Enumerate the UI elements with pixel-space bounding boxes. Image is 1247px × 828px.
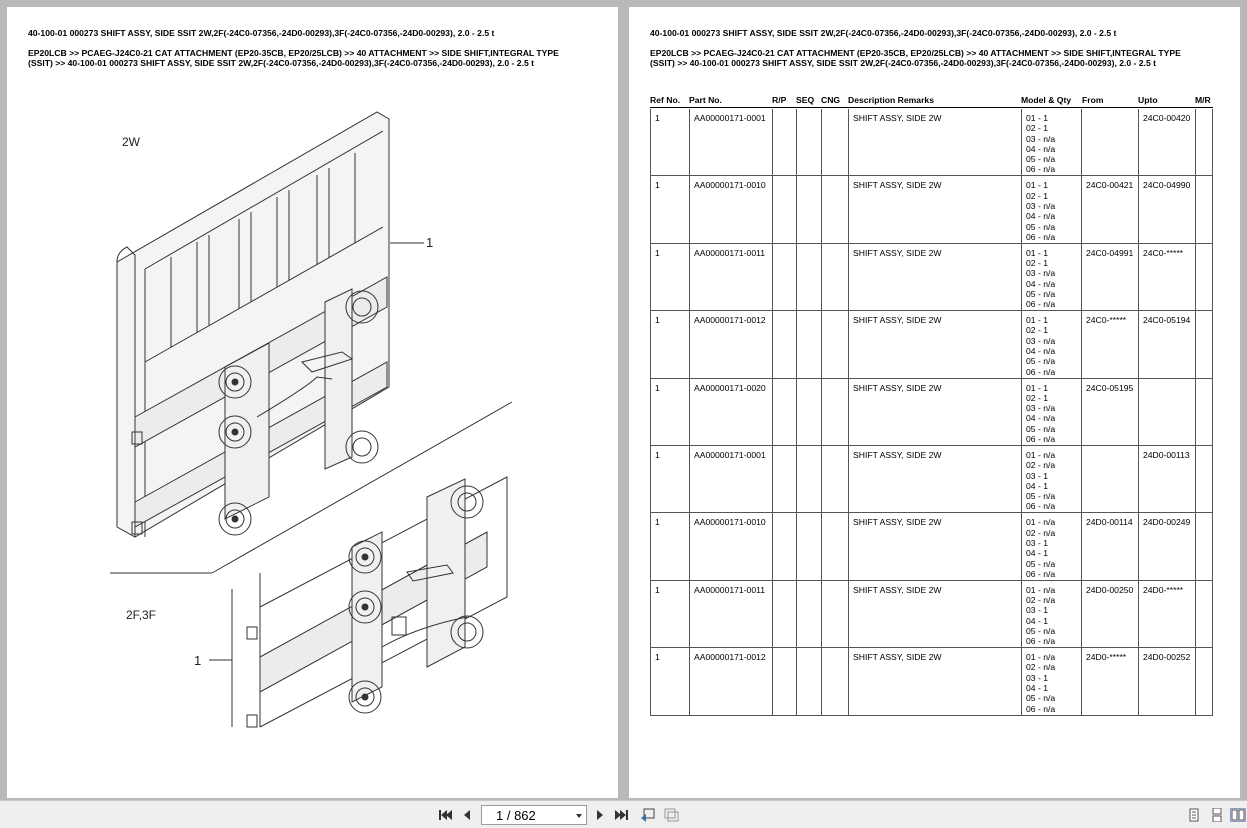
model-qty-line: 03 - 1 xyxy=(1026,605,1048,616)
last-page-icon[interactable] xyxy=(614,808,630,822)
cell-mr xyxy=(1196,513,1213,579)
cell-rp xyxy=(773,109,797,175)
cell-from: 24C0-00421 xyxy=(1082,176,1139,242)
model-qty-line: 05 - n/a xyxy=(1026,154,1056,165)
cell-upto: 24D0-***** xyxy=(1139,581,1196,647)
cell-from xyxy=(1082,446,1139,512)
cell-from: 24D0-00114 xyxy=(1082,513,1139,579)
cell-cng xyxy=(822,244,849,310)
model-qty-line: 04 - 1 xyxy=(1026,683,1048,694)
page-number-select[interactable] xyxy=(481,805,587,825)
cell-model-qty xyxy=(1022,379,1082,445)
cell-part-no: AA00000171-0020 xyxy=(690,379,773,445)
model-qty-line: 03 - 1 xyxy=(1026,470,1048,481)
cell-mr xyxy=(1196,311,1213,377)
col-from: From xyxy=(1082,95,1104,105)
left-page xyxy=(7,7,618,798)
col-description: Description Remarks xyxy=(848,95,934,105)
model-qty-line: 05 - n/a xyxy=(1026,221,1056,232)
cell-model-qty xyxy=(1022,446,1082,512)
cell-mr xyxy=(1196,379,1213,445)
model-qty-line: 06 - n/a xyxy=(1026,366,1056,377)
model-qty-line: 02 - n/a xyxy=(1026,527,1056,538)
col-mr: M/R xyxy=(1195,95,1211,105)
model-qty-line: 02 - n/a xyxy=(1026,662,1056,673)
cell-part-no: AA00000171-0001 xyxy=(690,109,773,175)
cell-ref-no: 1 xyxy=(651,648,690,714)
cell-mr xyxy=(1196,446,1213,512)
cell-upto: 24D0-00113 xyxy=(1139,446,1196,512)
cell-rp xyxy=(773,379,797,445)
cell-description: SHIFT ASSY, SIDE 2W xyxy=(849,446,1022,512)
breadcrumb-line-2: (SSIT) >> 40-100-01 000273 SHIFT ASSY, SIDE SSIT 2W,2F(-24C0-07356,-24D0-00293),3F(-24C0-07356,-24D0-00293), 2.0 - 2.5 t xyxy=(28,58,535,68)
cell-part-no: AA00000171-0011 xyxy=(690,244,773,310)
model-qty-line: 04 - 1 xyxy=(1026,548,1048,559)
cell-cng xyxy=(822,176,849,242)
breadcrumb-line-1: EP20LCB >> PCAEG-J24C0-21 CAT ATTACHMENT (EP20-35CB, EP20/25LCB) >> 40 ATTACHMENT >> SIDE SHIFT,INTEGRAL TYPE xyxy=(650,48,1181,58)
cell-ref-no: 1 xyxy=(651,176,690,242)
model-qty-line: 01 - 1 xyxy=(1026,315,1048,326)
table-row xyxy=(651,109,1212,176)
model-qty-line: 05 - n/a xyxy=(1026,491,1056,502)
cell-model-qty xyxy=(1022,311,1082,377)
page-indicator: 1 / 862 xyxy=(496,808,536,823)
cell-model-qty xyxy=(1022,244,1082,310)
model-qty-line: 05 - n/a xyxy=(1026,288,1056,299)
chevron-down-icon xyxy=(576,814,582,818)
next-page-icon[interactable] xyxy=(592,808,608,822)
cell-part-no: AA00000171-0010 xyxy=(690,176,773,242)
model-qty-line: 01 - n/a xyxy=(1026,584,1056,595)
cell-model-qty xyxy=(1022,176,1082,242)
col-part-no: Part No. xyxy=(689,95,722,105)
model-qty-line: 05 - n/a xyxy=(1026,558,1056,569)
model-qty-line: 02 - 1 xyxy=(1026,258,1048,269)
table-row xyxy=(651,581,1212,648)
cell-part-no: AA00000171-0001 xyxy=(690,446,773,512)
col-seq: SEQ xyxy=(796,95,815,105)
cell-seq xyxy=(797,176,822,242)
cell-upto: 24D0-00252 xyxy=(1139,648,1196,714)
model-qty-line: 02 - 1 xyxy=(1026,123,1048,134)
model-qty-line: 02 - n/a xyxy=(1026,460,1056,471)
model-qty-line: 03 - n/a xyxy=(1026,200,1056,211)
cell-upto xyxy=(1139,379,1196,445)
callout-ref-1-top: 1 xyxy=(426,235,434,250)
cell-model-qty xyxy=(1022,648,1082,714)
breadcrumb xyxy=(650,48,1226,68)
model-qty-line: 06 - n/a xyxy=(1026,636,1056,647)
cell-upto: 24C0-04990 xyxy=(1139,176,1196,242)
cell-rp xyxy=(773,176,797,242)
model-qty-line: 04 - 1 xyxy=(1026,480,1048,491)
cell-seq xyxy=(797,244,822,310)
cell-cng xyxy=(822,648,849,714)
cell-cng xyxy=(822,109,849,175)
cell-mr xyxy=(1196,648,1213,714)
model-qty-line: 02 - 1 xyxy=(1026,325,1048,336)
model-qty-line: 01 - n/a xyxy=(1026,449,1056,460)
model-qty-line: 01 - n/a xyxy=(1026,652,1056,663)
model-qty-line: 01 - 1 xyxy=(1026,382,1048,393)
model-qty-line: 03 - n/a xyxy=(1026,133,1056,144)
model-qty-line: 06 - n/a xyxy=(1026,299,1056,310)
page-title: 40-100-01 000273 SHIFT ASSY, SIDE SSIT 2W,2F(-24C0-07356,-24D0-00293),3F(-24C0-07356,-24D0-00293), 2.0 - 2.5 t xyxy=(650,28,1117,38)
model-qty-line: 01 - 1 xyxy=(1026,180,1048,191)
cell-part-no: AA00000171-0011 xyxy=(690,581,773,647)
figure-label-2w: 2W xyxy=(122,135,140,149)
cell-part-no: AA00000171-0010 xyxy=(690,513,773,579)
model-qty-line: 06 - n/a xyxy=(1026,434,1056,445)
table-row xyxy=(651,244,1212,311)
right-page xyxy=(629,7,1240,798)
breadcrumb-line-1: EP20LCB >> PCAEG-J24C0-21 CAT ATTACHMENT (EP20-35CB, EP20/25LCB) >> 40 ATTACHMENT >> SIDE SHIFT,INTEGRAL TYPE xyxy=(28,48,559,58)
cell-seq xyxy=(797,581,822,647)
cell-description: SHIFT ASSY, SIDE 2W xyxy=(849,648,1022,714)
page-title: 40-100-01 000273 SHIFT ASSY, SIDE SSIT 2W,2F(-24C0-07356,-24D0-00293),3F(-24C0-07356,-24D0-00293), 2.0 - 2.5 t xyxy=(28,28,495,38)
table-row xyxy=(651,311,1212,378)
cell-mr xyxy=(1196,109,1213,175)
model-qty-line: 03 - n/a xyxy=(1026,403,1056,414)
col-upto: Upto xyxy=(1138,95,1158,105)
cell-mr xyxy=(1196,244,1213,310)
cell-description: SHIFT ASSY, SIDE 2W xyxy=(849,311,1022,377)
model-qty-line: 04 - n/a xyxy=(1026,413,1056,424)
cell-from: 24D0-***** xyxy=(1082,648,1139,714)
cell-model-qty xyxy=(1022,581,1082,647)
model-qty-line: 06 - n/a xyxy=(1026,501,1056,512)
cell-ref-no: 1 xyxy=(651,244,690,310)
model-qty-line: 04 - n/a xyxy=(1026,143,1056,154)
cell-ref-no: 1 xyxy=(651,581,690,647)
cell-description: SHIFT ASSY, SIDE 2W xyxy=(849,513,1022,579)
cell-seq xyxy=(797,446,822,512)
continuous-icon[interactable] xyxy=(1209,808,1225,822)
model-qty-line: 01 - 1 xyxy=(1026,113,1048,123)
table-row xyxy=(651,513,1212,580)
table-row xyxy=(651,379,1212,446)
cell-mr xyxy=(1196,176,1213,242)
cell-cng xyxy=(822,311,849,377)
cell-part-no: AA00000171-0012 xyxy=(690,648,773,714)
model-qty-line: 06 - n/a xyxy=(1026,231,1056,242)
cell-ref-no: 1 xyxy=(651,513,690,579)
cell-from: 24C0-***** xyxy=(1082,311,1139,377)
model-qty-line: 03 - n/a xyxy=(1026,335,1056,346)
model-qty-line: 06 - n/a xyxy=(1026,703,1056,714)
parts-table-body xyxy=(650,109,1213,716)
cell-cng xyxy=(822,446,849,512)
table-row xyxy=(651,176,1212,243)
cell-rp xyxy=(773,513,797,579)
cell-mr xyxy=(1196,581,1213,647)
model-qty-line: 01 - n/a xyxy=(1026,517,1056,528)
model-qty-line: 05 - n/a xyxy=(1026,423,1056,434)
model-qty-line: 03 - 1 xyxy=(1026,537,1048,548)
callout-ref-1-bottom: 1 xyxy=(194,653,202,668)
cell-model-qty xyxy=(1022,109,1082,175)
cell-rp xyxy=(773,311,797,377)
cell-seq xyxy=(797,513,822,579)
cell-ref-no: 1 xyxy=(651,109,690,175)
cell-from: 24D0-00250 xyxy=(1082,581,1139,647)
cell-cng xyxy=(822,581,849,647)
facing-pages-icon[interactable] xyxy=(1230,808,1246,822)
cell-from: 24C0-05195 xyxy=(1082,379,1139,445)
exploded-view-drawing xyxy=(7,7,618,798)
prev-page-icon[interactable] xyxy=(459,808,475,822)
cell-from: 24C0-04991 xyxy=(1082,244,1139,310)
breadcrumb-line-2: (SSIT) >> 40-100-01 000273 SHIFT ASSY, SIDE SSIT 2W,2F(-24C0-07356,-24D0-00293),3F(-24C0-07356,-24D0-00293), 2.0 - 2.5 t xyxy=(650,58,1157,68)
cell-rp xyxy=(773,581,797,647)
cell-from xyxy=(1082,109,1139,175)
cell-part-no: AA00000171-0012 xyxy=(690,311,773,377)
model-qty-line: 04 - n/a xyxy=(1026,211,1056,222)
cell-ref-no: 1 xyxy=(651,311,690,377)
col-cng: CNG xyxy=(821,95,841,105)
cell-ref-no: 1 xyxy=(651,379,690,445)
table-row xyxy=(651,446,1212,513)
cell-ref-no: 1 xyxy=(651,446,690,512)
model-qty-line: 04 - 1 xyxy=(1026,615,1048,626)
model-qty-line: 02 - n/a xyxy=(1026,595,1056,606)
model-qty-line: 04 - n/a xyxy=(1026,346,1056,357)
table-row xyxy=(651,648,1212,715)
first-page-icon[interactable] xyxy=(437,808,453,822)
cell-rp xyxy=(773,648,797,714)
next-view-icon[interactable] xyxy=(663,808,679,822)
cell-model-qty xyxy=(1022,513,1082,579)
cell-cng xyxy=(822,513,849,579)
col-model-qty: Model & Qty xyxy=(1021,95,1072,105)
cell-description: SHIFT ASSY, SIDE 2W xyxy=(849,244,1022,310)
cell-seq xyxy=(797,648,822,714)
cell-upto: 24D0-00249 xyxy=(1139,513,1196,579)
cell-upto: 24C0-00420 xyxy=(1139,109,1196,175)
single-page-icon[interactable] xyxy=(1186,808,1202,822)
cell-description: SHIFT ASSY, SIDE 2W xyxy=(849,581,1022,647)
model-qty-line: 02 - 1 xyxy=(1026,190,1048,201)
model-qty-line: 03 - 1 xyxy=(1026,672,1048,683)
cell-cng xyxy=(822,379,849,445)
parts-table-header xyxy=(650,94,1213,108)
cell-rp xyxy=(773,446,797,512)
model-qty-line: 05 - n/a xyxy=(1026,356,1056,367)
model-qty-line: 03 - n/a xyxy=(1026,268,1056,279)
cell-description: SHIFT ASSY, SIDE 2W xyxy=(849,109,1022,175)
model-qty-line: 01 - 1 xyxy=(1026,247,1048,258)
col-ref-no: Ref No. xyxy=(650,95,681,105)
cell-seq xyxy=(797,379,822,445)
viewer-toolbar xyxy=(0,800,1247,828)
previous-view-icon[interactable] xyxy=(640,808,656,822)
cell-upto: 24C0-05194 xyxy=(1139,311,1196,377)
model-qty-line: 02 - 1 xyxy=(1026,392,1048,403)
figure-label-2f-3f: 2F,3F xyxy=(126,608,157,622)
cell-seq xyxy=(797,311,822,377)
cell-description: SHIFT ASSY, SIDE 2W xyxy=(849,176,1022,242)
model-qty-line: 06 - n/a xyxy=(1026,164,1056,175)
model-qty-line: 04 - n/a xyxy=(1026,278,1056,289)
cell-upto: 24C0-***** xyxy=(1139,244,1196,310)
model-qty-line: 06 - n/a xyxy=(1026,568,1056,579)
cell-description: SHIFT ASSY, SIDE 2W xyxy=(849,379,1022,445)
col-rp: R/P xyxy=(772,95,787,105)
cell-seq xyxy=(797,109,822,175)
model-qty-line: 05 - n/a xyxy=(1026,625,1056,636)
model-qty-line: 05 - n/a xyxy=(1026,693,1056,704)
cell-rp xyxy=(773,244,797,310)
